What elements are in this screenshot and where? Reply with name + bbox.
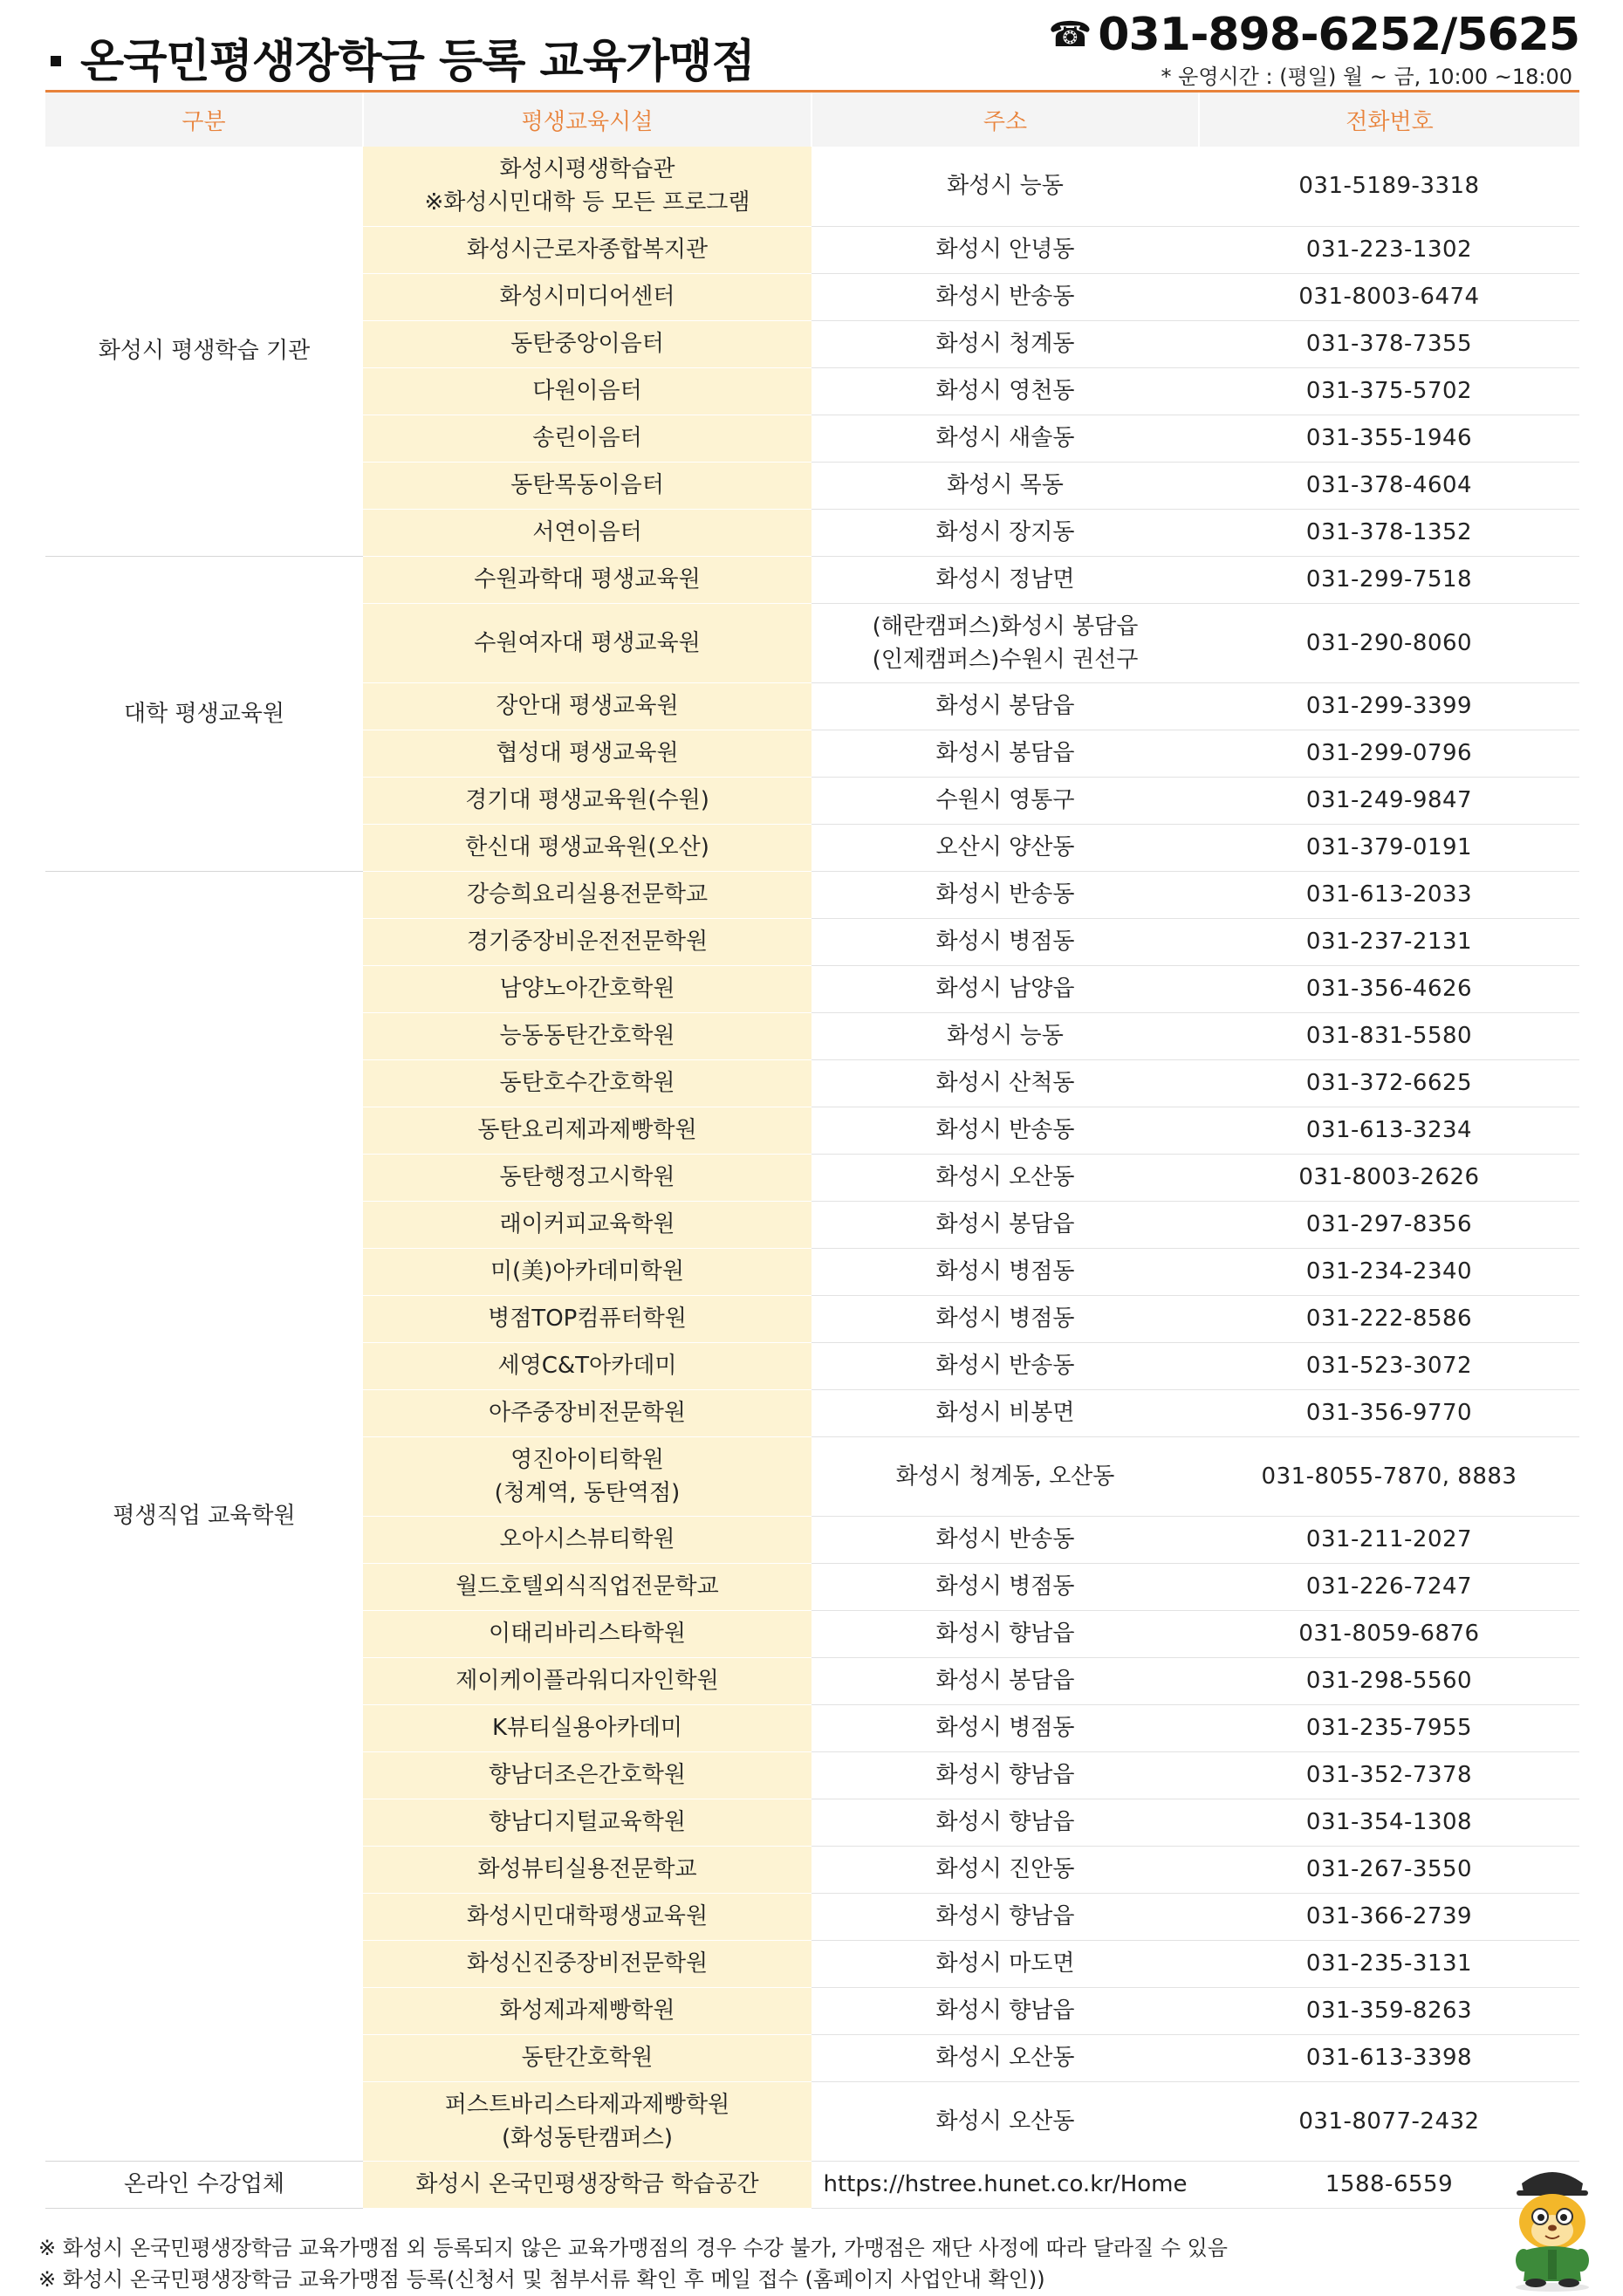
facility-cell bbox=[363, 824, 812, 871]
footnotes bbox=[38, 2232, 1228, 2295]
facility-cell bbox=[363, 603, 812, 682]
facility-cell bbox=[363, 1799, 812, 1846]
facility-cell bbox=[363, 556, 812, 603]
phone-cell: 031-378-7355 bbox=[1199, 320, 1579, 367]
facility-name-line: 경기대 평생교육원(수원) bbox=[465, 787, 709, 813]
facility-name-line: 화성시 온국민평생장학금 학습공간 bbox=[415, 2171, 759, 2197]
facility-name-line: 래이커피교육학원 bbox=[499, 1211, 675, 1237]
facility-cell bbox=[363, 682, 812, 730]
phone-cell: 031-237-2131 bbox=[1199, 918, 1579, 965]
facility-name-line: 동탄중앙이음터 bbox=[510, 331, 664, 357]
facility-cell bbox=[363, 1154, 812, 1201]
facility-name-line: 강승희요리실용전문학교 bbox=[466, 881, 709, 908]
facility-name-line: 송린이음터 bbox=[532, 425, 642, 451]
address-line: 화성시 비봉면 bbox=[935, 1400, 1075, 1426]
address-cell bbox=[812, 1751, 1199, 1799]
address-line: 화성시 반송동 bbox=[935, 1526, 1075, 1552]
facility-cell bbox=[363, 2034, 812, 2081]
address-cell bbox=[812, 1107, 1199, 1154]
address-line: 화성시 반송동 bbox=[935, 284, 1075, 310]
address-cell bbox=[812, 462, 1199, 509]
address-cell bbox=[812, 965, 1199, 1012]
page-title-text: 온국민평생장학금 등록 교육가맹점 bbox=[80, 36, 755, 88]
phone-cell: 031-299-7518 bbox=[1199, 556, 1579, 603]
address-cell bbox=[812, 320, 1199, 367]
address-line: 화성시 봉담읍 bbox=[935, 1668, 1075, 1694]
address-line: 수원시 영통구 bbox=[935, 787, 1075, 813]
address-line: 화성시 병점동 bbox=[935, 929, 1075, 955]
facility-name-line: (화성동탄캠퍼스) bbox=[501, 2124, 674, 2151]
address-cell bbox=[812, 1436, 1199, 1516]
address-cell bbox=[812, 1610, 1199, 1657]
facility-cell bbox=[363, 1610, 812, 1657]
franchise-table bbox=[45, 93, 1579, 2209]
phone-cell: 031-359-8263 bbox=[1199, 1987, 1579, 2034]
address-line: 화성시 오산동 bbox=[935, 1164, 1075, 1190]
address-cell bbox=[812, 367, 1199, 415]
address-cell bbox=[812, 871, 1199, 918]
facility-name-line: 월드호텔외식직업전문학교 bbox=[455, 1573, 719, 1600]
franchise-table-wrap bbox=[45, 90, 1579, 2209]
address-cell bbox=[812, 1893, 1199, 1940]
address-line: (인제캠퍼스)수원시 권선구 bbox=[872, 646, 1139, 673]
facility-cell bbox=[363, 415, 812, 462]
address-cell bbox=[812, 1987, 1199, 2034]
facility-name-line: 한신대 평생교육원(오산) bbox=[465, 834, 709, 860]
address-cell bbox=[812, 1846, 1199, 1893]
phone-cell: 031-5189-3318 bbox=[1199, 147, 1579, 226]
page-header bbox=[45, 9, 1579, 87]
facility-cell bbox=[363, 147, 812, 226]
facility-cell bbox=[363, 1704, 812, 1751]
facility-cell bbox=[363, 1940, 812, 1987]
address-cell bbox=[812, 1657, 1199, 1704]
address-cell bbox=[812, 1563, 1199, 1610]
address-line: 화성시 반송동 bbox=[935, 1353, 1075, 1379]
phone-cell: 031-8055-7870, 8883 bbox=[1199, 1436, 1579, 1516]
facility-name-line: ※화성시민대학 등 모든 프로그램 bbox=[424, 189, 750, 216]
address-line: 화성시 청계동 bbox=[935, 331, 1075, 357]
address-line: 화성시 향남읍 bbox=[935, 1762, 1075, 1788]
address-cell bbox=[812, 1342, 1199, 1389]
column-header-category: 구분 bbox=[45, 93, 363, 147]
address-cell bbox=[812, 1012, 1199, 1059]
facility-name-line: 화성시평생학습관 bbox=[499, 156, 675, 183]
facility-name-line: 동탄간호학원 bbox=[521, 2045, 654, 2071]
phone-cell: 031-235-3131 bbox=[1199, 1940, 1579, 1987]
facility-name-line: 영진아이티학원 bbox=[510, 1446, 664, 1473]
phone-cell: 031-379-0191 bbox=[1199, 824, 1579, 871]
phone-cell: 1588-6559 bbox=[1199, 2161, 1579, 2208]
facility-name-line: 화성시근로자종합복지관 bbox=[466, 236, 709, 263]
facility-name-line: 미(美)아카데미학원 bbox=[490, 1258, 685, 1285]
facility-name-line: 남양노아간호학원 bbox=[499, 976, 675, 1002]
address-cell bbox=[812, 1940, 1199, 1987]
address-line: 화성시 병점동 bbox=[935, 1573, 1075, 1600]
facility-cell bbox=[363, 2161, 812, 2208]
address-cell bbox=[812, 415, 1199, 462]
address-line: 화성시 영천동 bbox=[935, 378, 1075, 404]
facility-cell bbox=[363, 273, 812, 320]
facility-name-line: 동탄목동이음터 bbox=[510, 472, 664, 498]
facility-cell bbox=[363, 462, 812, 509]
address-line: 화성시 병점동 bbox=[935, 1258, 1075, 1285]
phone-cell: 031-290-8060 bbox=[1199, 603, 1579, 682]
address-cell bbox=[812, 2034, 1199, 2081]
facility-name-line: 서연이음터 bbox=[532, 519, 642, 545]
page-title bbox=[51, 24, 755, 90]
facility-name-line: 화성시미디어센터 bbox=[499, 284, 675, 310]
phone-cell: 031-267-3550 bbox=[1199, 1846, 1579, 1893]
phone-cell: 031-375-5702 bbox=[1199, 367, 1579, 415]
address-line: 화성시 능동 bbox=[947, 173, 1064, 200]
phone-cell: 031-8059-6876 bbox=[1199, 1610, 1579, 1657]
facility-name-line: 오아시스뷰티학원 bbox=[499, 1526, 675, 1552]
category-cell: 화성시 평생학습 기관 bbox=[45, 147, 363, 556]
facility-cell bbox=[363, 1436, 812, 1516]
facility-cell bbox=[363, 2081, 812, 2161]
address-cell bbox=[812, 1248, 1199, 1295]
phone-cell: 031-378-4604 bbox=[1199, 462, 1579, 509]
address-cell bbox=[812, 1704, 1199, 1751]
facility-cell bbox=[363, 1657, 812, 1704]
address-line: 화성시 정남면 bbox=[935, 566, 1075, 593]
address-line: 화성시 오산동 bbox=[935, 2045, 1075, 2071]
phone-cell: 031-222-8586 bbox=[1199, 1295, 1579, 1342]
facility-name-line: 화성제과제빵학원 bbox=[499, 1998, 675, 2024]
contact-phone bbox=[1048, 9, 1579, 61]
facility-cell bbox=[363, 1295, 812, 1342]
phone-cell: 031-523-3072 bbox=[1199, 1342, 1579, 1389]
address-cell bbox=[812, 918, 1199, 965]
facility-name-line: 수원과학대 평생교육원 bbox=[474, 566, 701, 593]
address-cell bbox=[812, 1799, 1199, 1846]
address-line: 화성시 반송동 bbox=[935, 1117, 1075, 1143]
telephone-icon: ☎ bbox=[1048, 15, 1092, 55]
address-line: 화성시 남양읍 bbox=[935, 976, 1075, 1002]
address-cell bbox=[812, 147, 1199, 226]
footnote: ※ 화성시 온국민평생장학금 교육가맹점 등록(신청서 및 첨부서류 확인 후 메일 접수 (홈페이지 사업안내 확인)) bbox=[38, 2267, 1045, 2292]
phone-cell: 031-298-5560 bbox=[1199, 1657, 1579, 1704]
facility-cell bbox=[363, 1987, 812, 2034]
address-line: 화성시 병점동 bbox=[935, 1306, 1075, 1332]
facility-cell bbox=[363, 1201, 812, 1248]
address-line: 화성시 병점동 bbox=[935, 1715, 1075, 1741]
facility-name-line: 수원여자대 평생교육원 bbox=[474, 629, 701, 656]
phone-cell: 031-226-7247 bbox=[1199, 1563, 1579, 1610]
facility-name-line: 화성신진중장비전문학원 bbox=[466, 1950, 709, 1977]
facility-name-line: 화성뷰티실용전문학교 bbox=[477, 1856, 697, 1882]
address-line: 화성시 봉담읍 bbox=[935, 740, 1075, 766]
facility-name-line: (청계역, 동탄역점) bbox=[494, 1479, 681, 1506]
operating-hours: * 운영시간 : (평일) 월 ~ 금, 10:00 ~18:00 bbox=[1161, 65, 1572, 89]
table-row bbox=[45, 147, 1579, 226]
facility-cell bbox=[363, 777, 812, 824]
phone-cell: 031-249-9847 bbox=[1199, 777, 1579, 824]
phone-cell: 031-366-2739 bbox=[1199, 1893, 1579, 1940]
category-cell: 평생직업 교육학원 bbox=[45, 871, 363, 2161]
facility-cell bbox=[363, 871, 812, 918]
phone-cell: 031-356-4626 bbox=[1199, 965, 1579, 1012]
facility-name-line: 다원이음터 bbox=[532, 378, 642, 404]
facility-name-line: 동탄호수간호학원 bbox=[499, 1070, 675, 1096]
address-cell bbox=[812, 226, 1199, 273]
facility-name-line: 향남더조은간호학원 bbox=[488, 1762, 687, 1788]
phone-cell: 031-299-0796 bbox=[1199, 730, 1579, 777]
phone-cell: 031-372-6625 bbox=[1199, 1059, 1579, 1107]
address-line: 화성시 향남읍 bbox=[935, 1903, 1075, 1929]
facility-cell bbox=[363, 1751, 812, 1799]
facility-cell bbox=[363, 965, 812, 1012]
address-cell bbox=[812, 1389, 1199, 1436]
column-header-phone: 전화번호 bbox=[1199, 93, 1579, 147]
address-cell bbox=[812, 1154, 1199, 1201]
address-cell bbox=[812, 1201, 1199, 1248]
phone-cell: 031-352-7378 bbox=[1199, 1751, 1579, 1799]
phone-cell: 031-8003-2626 bbox=[1199, 1154, 1579, 1201]
address-line: 화성시 봉담읍 bbox=[935, 1211, 1075, 1237]
facility-name-line: 동탄행정고시학원 bbox=[499, 1164, 675, 1190]
address-line: 화성시 능동 bbox=[947, 1023, 1064, 1049]
phone-cell: 031-8003-6474 bbox=[1199, 273, 1579, 320]
facility-name-line: 아주중장비전문학원 bbox=[488, 1400, 687, 1426]
facility-name-line: 세영C&T아카데미 bbox=[497, 1353, 677, 1379]
facility-cell bbox=[363, 1563, 812, 1610]
facility-name-line: K뷰티실용아카데미 bbox=[492, 1715, 682, 1741]
facility-cell bbox=[363, 367, 812, 415]
address-line: 화성시 진안동 bbox=[935, 1856, 1075, 1882]
facility-name-line: 화성시민대학평생교육원 bbox=[466, 1903, 709, 1929]
facility-cell bbox=[363, 226, 812, 273]
phone-cell: 031-831-5580 bbox=[1199, 1012, 1579, 1059]
address-line: 오산시 양산동 bbox=[935, 834, 1075, 860]
facility-cell bbox=[363, 1012, 812, 1059]
facility-cell bbox=[363, 1342, 812, 1389]
phone-cell: 031-235-7955 bbox=[1199, 1704, 1579, 1751]
address-cell bbox=[812, 2161, 1199, 2208]
address-line: 화성시 새솔동 bbox=[935, 425, 1075, 451]
address-cell bbox=[812, 777, 1199, 824]
facility-name-line: 제이케이플라워디자인학원 bbox=[455, 1668, 719, 1694]
facility-cell bbox=[363, 730, 812, 777]
facility-cell bbox=[363, 1248, 812, 1295]
address-line: 화성시 마도면 bbox=[935, 1950, 1075, 1977]
address-cell bbox=[812, 730, 1199, 777]
phone-cell: 031-299-3399 bbox=[1199, 682, 1579, 730]
address-line: 화성시 향남읍 bbox=[935, 1998, 1075, 2024]
facility-name-line: 협성대 평생교육원 bbox=[496, 740, 679, 766]
address-cell bbox=[812, 509, 1199, 556]
contact-phone-number: 031-898-6252/5625 bbox=[1098, 9, 1579, 61]
address-cell bbox=[812, 1295, 1199, 1342]
phone-cell: 031-613-2033 bbox=[1199, 871, 1579, 918]
facility-name-line: 능동동탄간호학원 bbox=[499, 1023, 675, 1049]
table-row bbox=[45, 871, 1579, 918]
category-cell: 대학 평생교육원 bbox=[45, 556, 363, 871]
facility-cell bbox=[363, 918, 812, 965]
table-header-row bbox=[45, 93, 1579, 147]
phone-cell: 031-223-1302 bbox=[1199, 226, 1579, 273]
phone-cell: 031-378-1352 bbox=[1199, 509, 1579, 556]
table-row bbox=[45, 2161, 1579, 2208]
footnote: ※ 화성시 온국민평생장학금 교육가맹점 외 등록되지 않은 교육가맹점의 경우 수강 불가, 가맹점은 재단 사정에 따라 달라질 수 있음 bbox=[38, 2236, 1228, 2260]
facility-cell bbox=[363, 1516, 812, 1563]
facility-name-line: 동탄요리제과제빵학원 bbox=[477, 1117, 697, 1143]
address-cell bbox=[812, 1059, 1199, 1107]
facility-name-line: 퍼스트바리스타제과제빵학원 bbox=[444, 2091, 730, 2118]
address-cell bbox=[812, 824, 1199, 871]
facility-cell bbox=[363, 1107, 812, 1154]
address-cell bbox=[812, 682, 1199, 730]
address-line: https://hstree.hunet.co.kr/Home bbox=[823, 2171, 1188, 2197]
facility-cell bbox=[363, 1059, 812, 1107]
facility-cell bbox=[363, 320, 812, 367]
address-line: 화성시 목동 bbox=[947, 472, 1064, 498]
phone-cell: 031-8077-2432 bbox=[1199, 2081, 1579, 2161]
facility-name-line: 병점TOP컴퓨터학원 bbox=[488, 1306, 687, 1332]
table-body bbox=[45, 147, 1579, 2208]
facility-cell bbox=[363, 1846, 812, 1893]
address-line: 화성시 반송동 bbox=[935, 881, 1075, 908]
address-cell bbox=[812, 1516, 1199, 1563]
facility-cell bbox=[363, 1893, 812, 1940]
address-cell bbox=[812, 273, 1199, 320]
phone-cell: 031-355-1946 bbox=[1199, 415, 1579, 462]
address-cell bbox=[812, 603, 1199, 682]
facility-name-line: 경기중장비운전전문학원 bbox=[466, 929, 709, 955]
address-line: 화성시 오산동 bbox=[935, 2108, 1075, 2135]
address-line: 화성시 청계동, 오산동 bbox=[895, 1463, 1115, 1490]
phone-cell: 031-613-3398 bbox=[1199, 2034, 1579, 2081]
table-row bbox=[45, 556, 1579, 603]
column-header-address: 주소 bbox=[812, 93, 1199, 147]
address-line: 화성시 장지동 bbox=[935, 519, 1075, 545]
facility-name-line: 이태리바리스타학원 bbox=[488, 1621, 687, 1647]
phone-cell: 031-234-2340 bbox=[1199, 1248, 1579, 1295]
phone-cell: 031-356-9770 bbox=[1199, 1389, 1579, 1436]
column-header-facility: 평생교육시설 bbox=[363, 93, 812, 147]
address-line: 화성시 봉담읍 bbox=[935, 693, 1075, 719]
title-bullet bbox=[51, 56, 61, 66]
address-cell bbox=[812, 2081, 1199, 2161]
facility-cell bbox=[363, 1389, 812, 1436]
facility-name-line: 향남디지털교육학원 bbox=[488, 1809, 687, 1835]
category-cell: 온라인 수강업체 bbox=[45, 2161, 363, 2208]
address-line: 화성시 향남읍 bbox=[935, 1621, 1075, 1647]
phone-cell: 031-211-2027 bbox=[1199, 1516, 1579, 1563]
phone-cell: 031-354-1308 bbox=[1199, 1799, 1579, 1846]
address-line: 화성시 산척동 bbox=[935, 1070, 1075, 1096]
facility-cell bbox=[363, 509, 812, 556]
phone-cell: 031-297-8356 bbox=[1199, 1201, 1579, 1248]
address-line: 화성시 향남읍 bbox=[935, 1809, 1075, 1835]
address-line: 화성시 안녕동 bbox=[935, 236, 1075, 263]
mascot-character bbox=[1497, 2162, 1607, 2293]
address-cell bbox=[812, 556, 1199, 603]
address-line: (해란캠퍼스)화성시 봉담읍 bbox=[872, 613, 1139, 640]
facility-name-line: 장안대 평생교육원 bbox=[496, 693, 679, 719]
phone-cell: 031-613-3234 bbox=[1199, 1107, 1579, 1154]
